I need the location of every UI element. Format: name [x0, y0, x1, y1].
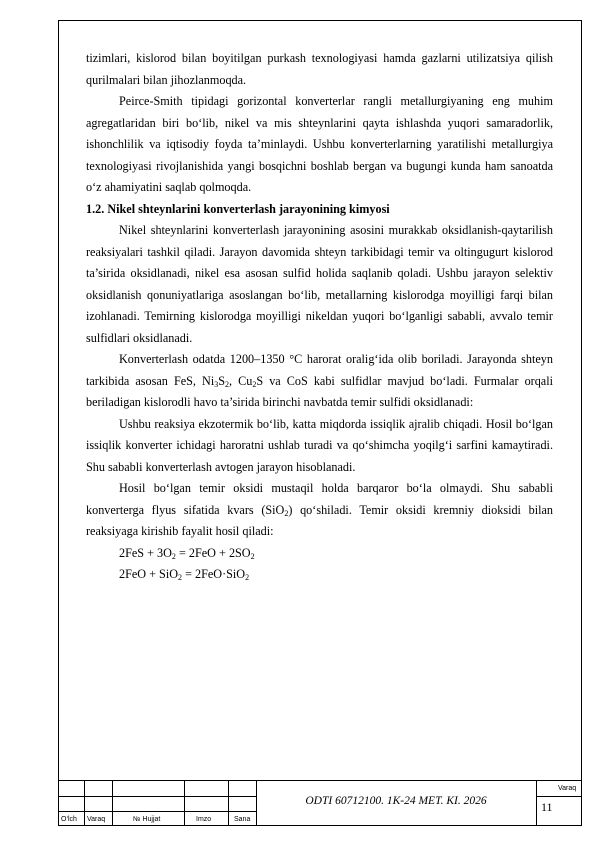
divider: [184, 781, 185, 826]
paragraph-1: tizimlari, kislorod bilan boyitilgan purkash texnologiyasi hamda gazlarni utilizatsiya qilish qurilmalari bilan jihozlanmoqda.: [86, 51, 553, 87]
document-number: ODTI 60712100. 1K-24 MET. KI. 2026: [305, 795, 487, 807]
page-number: 11: [541, 800, 553, 814]
title-block: [58, 780, 582, 826]
paragraph-3: Nikel shteynlarini konverterlash jarayonining asosini murakkab oksidlanish-qaytarilish reaksiyalari tashkil qiladi. Jarayon davomida shteyn tarkibidagi temir va oltingugurt kislorod ta’sirida oksidlanadi, nikel esa asosan sulfid holida saqlanib qoladi. Ushbu jarayon selektiv oksidlanish qonuniyatlariga asoslangan bo‘lib, metallarning kislorodga moyilligi farqi bilan izohlanadi. Temirning kislorodga moyilligi nikeldan yuqori bo‘lganligi sababli, avvalo temir sulfidlari oksidlanadi.: [86, 223, 553, 345]
divider: [58, 811, 256, 812]
document-body: [86, 48, 553, 586]
divider: [112, 781, 113, 826]
paragraph-5: Ushbu reaksiya ekzotermik bo‘lib, katta miqdorda issiqlik ajralib chiqadi. Hosil bo‘lgan issiqlik konverter ichidagi haroratni ushlab turadi va qo‘shimcha yoqilg‘i sarfini kamaytiradi. Shu sababli konverterlash avtogen jarayon hisoblanadi.: [86, 416, 553, 474]
equation-1: $2FeS + 3O_2 = 2FeO + 2SO_2$: [119, 545, 255, 561]
column-imzo: Imzo: [196, 816, 212, 823]
section-heading: 1.2. Nikel shteynlarini konverterlash jarayonining kimyosi: [86, 201, 390, 216]
sheet-label: Varaq: [558, 785, 577, 792]
paragraph-2: Peirce-Smith tipidagi gorizontal konverterlar rangli metallurgiyaning eng muhim agregatlaridan biri bo‘lib, nikel va mis shteynlarini qayta ishlashda yuqori samaradorlik, ishonchlilik va iqtisodiy foyda ta’minlaydi. Ushbu konverterlarning yaratilishi metallurgiya texnologiyasi rivojlanishida yangi bosqichni boshlab bergan va bugungi kunda ham sanoatda o‘z ahamiyatini saqlab qolmoqda.: [86, 94, 553, 194]
divider: [536, 796, 582, 797]
divider: [228, 781, 229, 826]
column-varaq: Varaq: [87, 816, 106, 823]
paragraph-4: Konverterlash odatda 1200–1350 °C harorat oralig‘ida olib boriladi. Jarayonda shteyn tarkibida asosan FeS, $Ni_3S_2$, $Cu_2S$ va CoS kabi sulfidlar mavjud bo‘ladi. Furmalar orqali beriladigan kislorodli havo ta’sirida birinchi navbatda temir sulfidi oksidlanadi:: [86, 352, 553, 409]
paragraph-6: Hosil bo‘lgan temir oksidi mustaqil holda barqaror bo‘la olmaydi. Shu sababli konverterga flyus sifatida kvars (SiO$_2$) qo‘shiladi. Temir oksidi kremniy dioksidi bilan reaksiyaga kirishib fayalit hosil qiladi:: [86, 481, 553, 538]
divider: [58, 796, 256, 797]
column-olch: O‘lch: [61, 816, 77, 823]
column-sana: Sana: [234, 816, 251, 823]
column-hujjat: № Hujjat: [133, 816, 161, 823]
equation-2: 2FeO + SiO$_2$ = 2FeO·SiO$_2$: [119, 567, 250, 582]
divider: [84, 781, 85, 826]
divider: [536, 781, 537, 826]
